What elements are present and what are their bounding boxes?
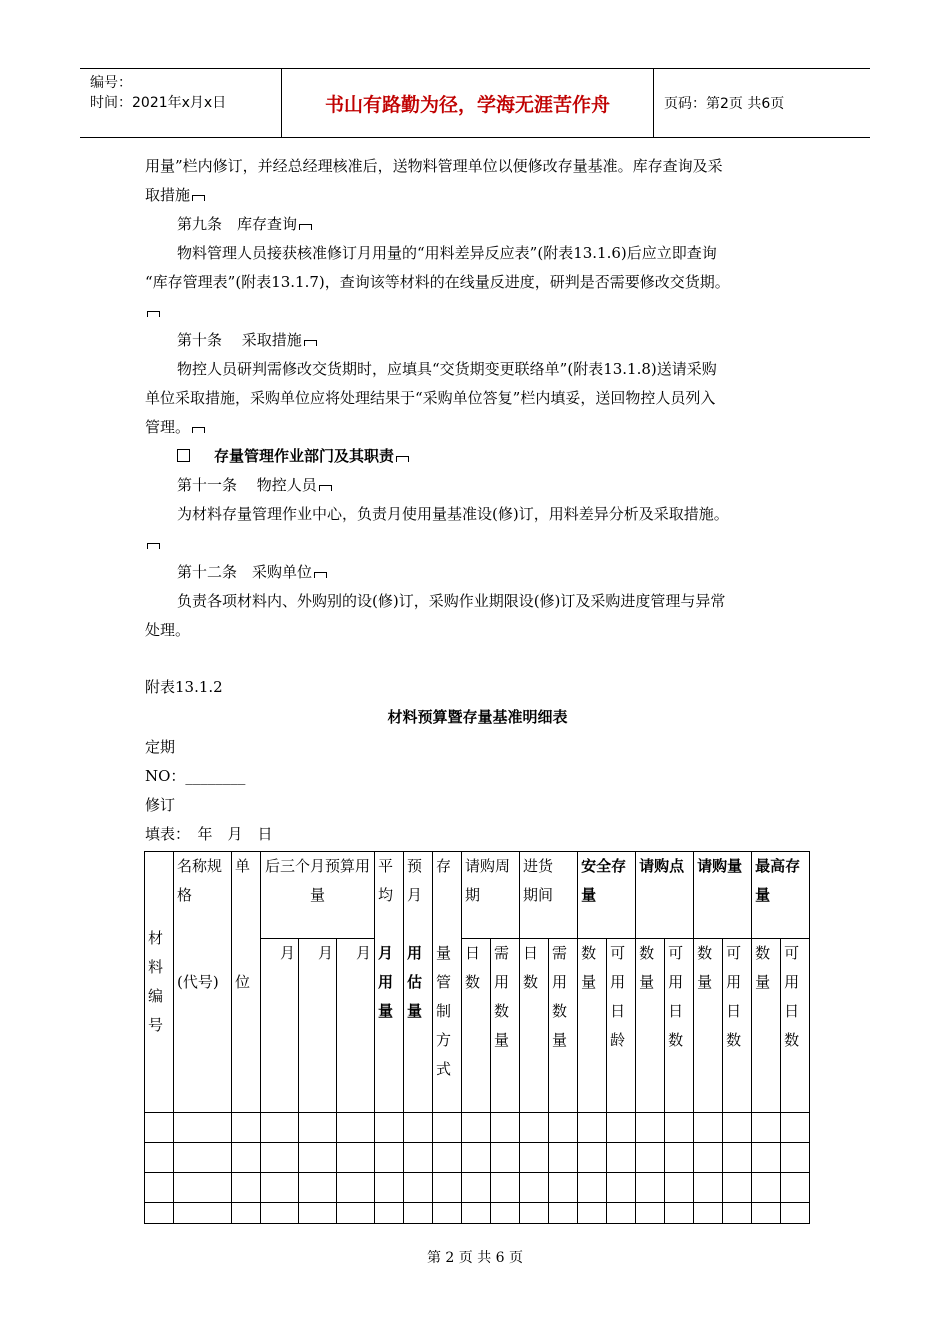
header-req-qty: 需用数量 (491, 939, 520, 1113)
table-cell[interactable] (462, 1143, 491, 1173)
form-line-date: 填表： 年 月 日 (145, 825, 273, 843)
paragraph-line (145, 529, 810, 558)
header-reqqty-days: 可用日数 (723, 939, 752, 1113)
checkbox-icon (177, 449, 190, 462)
header-safety-age: 可用日龄 (607, 939, 636, 1113)
paragraph-line: 为材料存量管理作业中心，负责月使用量基准设(修)订，用料差异分析及采取措施。 (177, 505, 729, 523)
table-row (145, 1203, 810, 1224)
table-cell[interactable] (299, 1173, 337, 1203)
table-cell[interactable] (174, 1113, 232, 1143)
table-cell[interactable] (665, 1173, 694, 1203)
table-cell[interactable] (665, 1143, 694, 1173)
table-cell[interactable] (462, 1173, 491, 1203)
table-cell[interactable] (578, 1113, 607, 1143)
table-cell[interactable] (337, 1113, 375, 1143)
table-cell[interactable] (607, 1173, 636, 1203)
header-control-2: 量管制方式 (433, 939, 462, 1113)
table-cell[interactable] (145, 1203, 174, 1224)
table-cell[interactable] (549, 1173, 578, 1203)
header-month-2: 月 (299, 939, 337, 1113)
header-est: 预月 (404, 852, 433, 939)
table-cell[interactable] (145, 1113, 174, 1143)
table-cell[interactable] (404, 1203, 433, 1224)
table-cell[interactable] (607, 1143, 636, 1173)
table-cell[interactable] (261, 1173, 299, 1203)
table-cell[interactable] (232, 1173, 261, 1203)
table-cell[interactable] (462, 1113, 491, 1143)
table-row (145, 1113, 810, 1143)
table-cell[interactable] (491, 1113, 520, 1143)
header-del-days: 日数 (520, 939, 549, 1113)
table-cell[interactable] (145, 1143, 174, 1173)
table-cell[interactable] (261, 1203, 299, 1224)
section-heading: 存量管理作业部门及其职责 (145, 442, 810, 471)
table-cell[interactable] (694, 1203, 723, 1224)
page-header (80, 68, 870, 138)
form-line-revision: 修订 (145, 796, 176, 814)
table-cell[interactable] (174, 1203, 232, 1224)
page-label: 页码：第2页 共6页 (664, 96, 785, 112)
table-row (145, 1173, 810, 1203)
paragraph-line: 物料管理人员接获核准修订月用量的“用料差异反应表”(附表13.1.6)后应立即查询 (177, 244, 717, 262)
header-req-days: 日数 (462, 939, 491, 1113)
table-cell[interactable] (299, 1113, 337, 1143)
article-11-title: 第十一条 物控人员 (145, 471, 810, 500)
table-cell[interactable] (375, 1113, 404, 1143)
table-cell[interactable] (404, 1143, 433, 1173)
paragraph-mark-icon (396, 456, 409, 462)
header-del-qty: 需用数量 (549, 939, 578, 1113)
header-reorder: 请购点 (636, 852, 694, 939)
header-max: 最高存量 (752, 852, 810, 939)
paragraph-line: 管理。 (145, 413, 810, 442)
table-cell[interactable] (337, 1203, 375, 1224)
table-cell[interactable] (520, 1113, 549, 1143)
table-header-row (145, 852, 810, 939)
table-cell[interactable] (491, 1143, 520, 1173)
motto: 书山有路勤为径，学海无涯苦作舟 (282, 69, 654, 137)
header-safety-qty: 数量 (578, 939, 607, 1113)
header-avg-2: 月用量 (375, 939, 404, 1113)
time-label: 时间：2021年x月x日 (90, 95, 227, 111)
paragraph-mark-icon (147, 543, 160, 549)
table-cell[interactable] (404, 1113, 433, 1143)
paragraph-line: 单位采取措施，采购单位应将处理结果于“采购单位答复”栏内填妥，送回物控人员列入 (145, 389, 716, 407)
paragraph-mark-icon (192, 195, 205, 201)
table-cell[interactable] (433, 1143, 462, 1173)
header-material-no: 材料编号 (145, 852, 174, 1113)
table-cell[interactable] (433, 1113, 462, 1143)
paragraph-line: 负责各项材料内、外购别的设(修)订，采购作业期限设(修)订及采购进度管理与异常 (177, 592, 726, 610)
paragraph-line: 处理。 (145, 621, 191, 639)
table-cell[interactable] (752, 1143, 781, 1173)
table-cell[interactable] (375, 1173, 404, 1203)
table-cell[interactable] (491, 1173, 520, 1203)
page-footer: 第 2 页 共 6 页 (426, 1250, 524, 1266)
table-cell[interactable] (578, 1173, 607, 1203)
table-subheader-row (145, 939, 810, 1113)
table-cell[interactable] (520, 1143, 549, 1173)
number-label: 编号： (90, 75, 132, 91)
header-reorder-days: 可用日数 (665, 939, 694, 1113)
table-cell[interactable] (462, 1203, 491, 1224)
header-code: (代号) (174, 939, 232, 1113)
document-body (145, 152, 810, 645)
article-12-title: 第十二条 采购单位 (145, 558, 810, 587)
paragraph-mark-icon (314, 572, 327, 578)
paragraph-mark-icon (192, 427, 205, 433)
header-name-spec: 名称规格 (174, 852, 232, 939)
header-max-qty: 数量 (752, 939, 781, 1113)
paragraph-mark-icon (299, 224, 312, 230)
paragraph-mark-icon (147, 311, 160, 317)
table-cell[interactable] (578, 1203, 607, 1224)
table-cell[interactable] (665, 1113, 694, 1143)
table-cell[interactable] (232, 1113, 261, 1143)
header-month-3: 月 (337, 939, 375, 1113)
table-cell[interactable] (723, 1143, 752, 1173)
table-cell[interactable] (375, 1143, 404, 1173)
table-cell[interactable] (607, 1113, 636, 1143)
table-cell[interactable] (636, 1143, 665, 1173)
header-est-2: 用估量 (404, 939, 433, 1113)
appendix-label: 附表13.1.2 (145, 678, 223, 696)
table-cell[interactable] (261, 1143, 299, 1173)
form-line-regular: 定期 (145, 738, 176, 756)
paragraph-line: 用量”栏内修订，并经总经理核准后，送物料管理单位以便修改存量基准。库存查询及采 (145, 157, 723, 175)
table-cell[interactable] (723, 1173, 752, 1203)
paragraph-line (145, 297, 810, 326)
table-cell[interactable] (752, 1203, 781, 1224)
table-cell[interactable] (375, 1203, 404, 1224)
table-cell[interactable] (433, 1173, 462, 1203)
table-cell[interactable] (145, 1173, 174, 1203)
table-cell[interactable] (549, 1143, 578, 1173)
table-cell[interactable] (299, 1203, 337, 1224)
header-reqqty-qty: 数量 (694, 939, 723, 1113)
header-budget: 后三个月预算用量 (261, 852, 375, 939)
table-cell[interactable] (636, 1203, 665, 1224)
header-control: 存 (433, 852, 462, 939)
paragraph-line: 取措施 (145, 181, 810, 210)
table-cell[interactable] (549, 1113, 578, 1143)
table-cell[interactable] (337, 1143, 375, 1173)
paragraph-line: 物控人员研判需修改交货期时，应填具“交货期变更联络单”(附表13.1.8)送请采购 (177, 360, 717, 378)
table-title: 材料预算暨存量基准明细表 (387, 708, 568, 726)
paragraph-mark-icon (319, 485, 332, 491)
table-cell[interactable] (232, 1203, 261, 1224)
paragraph-mark-icon (304, 340, 317, 346)
header-info (80, 69, 282, 137)
table-cell[interactable] (491, 1203, 520, 1224)
table-cell[interactable] (752, 1113, 781, 1143)
table-cell[interactable] (781, 1173, 810, 1203)
table-cell[interactable] (433, 1203, 462, 1224)
table-cell[interactable] (549, 1203, 578, 1224)
table-cell[interactable] (261, 1113, 299, 1143)
table-cell[interactable] (781, 1203, 810, 1224)
table-cell[interactable] (752, 1173, 781, 1203)
header-month-1: 月 (261, 939, 299, 1113)
table-cell[interactable] (174, 1173, 232, 1203)
header-safety: 安全存量 (578, 852, 636, 939)
table-cell[interactable] (578, 1143, 607, 1173)
budget-table (144, 851, 810, 1224)
table-cell[interactable] (636, 1173, 665, 1203)
form-line-number: NO：________ (145, 767, 246, 785)
header-reorder-qty: 数量 (636, 939, 665, 1113)
table-cell[interactable] (723, 1203, 752, 1224)
table-cell[interactable] (337, 1173, 375, 1203)
table-cell[interactable] (520, 1203, 549, 1224)
table-cell[interactable] (174, 1143, 232, 1173)
table-cell[interactable] (636, 1113, 665, 1143)
table-cell[interactable] (665, 1203, 694, 1224)
paragraph-line: “库存管理表”(附表13.1.7)，查询该等材料的在线量反进度，研判是否需要修改交货期。 (145, 273, 730, 291)
table-row (145, 1143, 810, 1173)
table-cell[interactable] (232, 1143, 261, 1173)
article-9-title: 第九条 库存查询 (145, 210, 810, 239)
table-cell[interactable] (694, 1143, 723, 1173)
table-cell[interactable] (781, 1143, 810, 1173)
table-cell[interactable] (520, 1173, 549, 1203)
header-reqqty: 请购量 (694, 852, 752, 939)
table-cell[interactable] (694, 1113, 723, 1143)
article-10-title: 第十条 采取措施 (145, 326, 810, 355)
header-unit: 单 (232, 852, 261, 939)
header-unit-2: 位 (232, 939, 261, 1113)
header-avg: 平均 (375, 852, 404, 939)
table-cell[interactable] (607, 1203, 636, 1224)
table-cell[interactable] (694, 1173, 723, 1203)
header-req-cycle: 请购周期 (462, 852, 520, 939)
header-delivery: 进货 期间 (520, 852, 578, 939)
table-cell[interactable] (299, 1143, 337, 1173)
table-cell[interactable] (781, 1113, 810, 1143)
table-cell[interactable] (723, 1113, 752, 1143)
header-max-days: 可用日数 (781, 939, 810, 1113)
table-cell[interactable] (404, 1173, 433, 1203)
